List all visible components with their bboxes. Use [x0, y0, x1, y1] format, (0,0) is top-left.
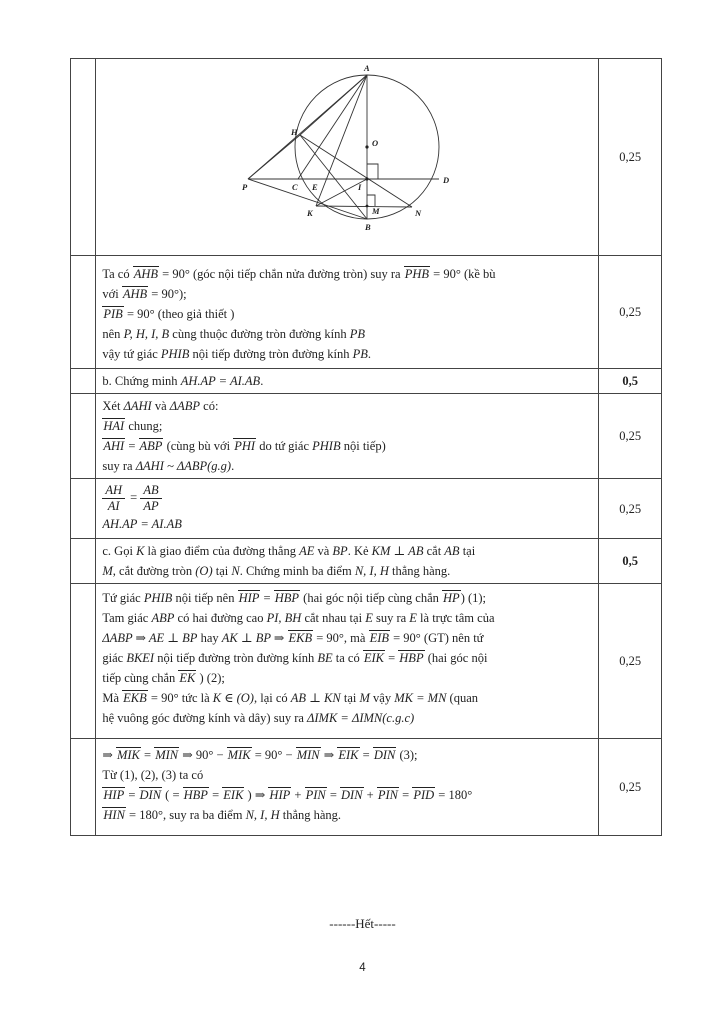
part-a-text	[96, 256, 599, 369]
score: 0,5	[599, 539, 662, 584]
text-line: AHI = ABP (cùng bù với PHI do tứ giác PHIB nội tiếp)	[103, 439, 386, 453]
part-c-title-row	[71, 539, 662, 584]
figure-row	[71, 59, 662, 256]
part-c-step1-text	[96, 584, 599, 739]
text-line: ΔABP ⇒ AE ⊥ BP hay AK ⊥ BP ⇒ EKB = 90°, mà EIB = 90° (GT) nên tứ	[102, 631, 484, 645]
text-line: HIN = 180°, suy ra ba điểm N, I, H thẳng hàng.	[103, 808, 342, 822]
part-c-step2-text	[96, 739, 599, 836]
label-d: D	[443, 175, 450, 185]
label-c: C	[292, 182, 299, 192]
geometry-figure	[96, 59, 599, 256]
label-b: B	[365, 222, 372, 232]
text-line: M, cắt đường tròn (O) tại N. Chứng minh ba điểm N, I, H thẳng hàng.	[102, 564, 451, 578]
text-line: Mà EKB = 90° tức là K ∈ (O), lại có AB ⊥ KN tại M vậy MK = MN (quan	[102, 691, 478, 705]
score: 0,25	[599, 59, 662, 256]
label-e: E	[312, 182, 319, 192]
text-line: vậy tứ giác PHIB nội tiếp đường tròn đường kính PB.	[102, 347, 371, 361]
page-number: 4	[359, 962, 366, 974]
text-line: HIP = DIN ( = HBP = EIK ) ⇒ HIP + PIN = DIN + PIN = PID = 180°	[103, 788, 473, 802]
part-b-step2-text	[96, 479, 599, 539]
label-h: H	[291, 127, 298, 137]
right-angle-m	[367, 195, 375, 206]
score: 0,25	[599, 256, 662, 369]
part-a-row	[71, 256, 662, 369]
text-line: c. Gọi K là giao điểm của đường thẳng AE và BP. Kẻ KM ⊥ AB cắt AB tại	[102, 544, 476, 558]
label-m: M	[372, 206, 380, 216]
text-line: Ta có AHB = 90° (góc nội tiếp chắn nửa đường tròn) suy ra PHB = 90° (kề bù	[102, 267, 496, 281]
score: 0,25	[599, 584, 662, 739]
fraction-line: $\frac{AH}{AI}$ = $\frac{AB}{AP}$	[102, 483, 592, 514]
part-b-step2-row	[71, 479, 662, 539]
text-line: tiếp cùng chắn EK ) (2);	[102, 671, 225, 685]
text-line: giác BKEI nội tiếp đường tròn đường kính BE ta có EIK = HBP (hai góc nội	[102, 651, 488, 665]
label-p: P	[242, 182, 248, 192]
label-o: O	[372, 138, 379, 148]
score: 0,25	[599, 739, 662, 836]
text-line: nên P, H, I, B cùng thuộc đường tròn đường kính PB	[102, 327, 366, 341]
text-line: Từ (1), (2), (3) ta có	[102, 768, 204, 782]
score: 0,25	[599, 394, 662, 479]
text-line: hệ vuông góc đường kính và dây) suy ra ΔIMK = ΔIMN(c.g.c)	[102, 711, 415, 725]
label-k: K	[307, 208, 314, 218]
text-line: suy ra ΔAHI ~ ΔABP(g.g).	[102, 459, 235, 473]
text-line: HAI chung;	[103, 419, 163, 433]
part-b-step1-text	[96, 394, 599, 479]
label-a: A	[364, 63, 371, 73]
text-line: Tứ giác PHIB nội tiếp nên HIP = HBP (hai góc nội tiếp cùng chắn HP) (1);	[102, 591, 487, 605]
end-marker: ------Hết-----	[329, 916, 396, 931]
text-line: Xét ΔAHI và ΔABP có:	[102, 399, 219, 413]
part-c-step2-row	[71, 739, 662, 836]
text-line: Tam giác ABP có hai đường cao PI, BH cắt nhau tại E suy ra E là trực tâm của	[102, 611, 495, 625]
part-c-step1-row	[71, 584, 662, 739]
score: 0,25	[599, 479, 662, 539]
label-n: N	[415, 208, 422, 218]
part-c-title	[96, 539, 599, 584]
part-b-title: b. Chứng minh AH.AP = AI.AB.	[96, 369, 599, 394]
text-line: ⇒ MIK = MIN ⇒ 90° − MIK = 90° − MIN ⇒ EIK = DIN (3);	[102, 748, 418, 762]
text-line: với AHB = 90°);	[102, 287, 187, 301]
text-line: PIB = 90° (theo giả thiết )	[103, 307, 235, 321]
text-line: AH.AP = AI.AB	[102, 517, 182, 531]
part-b-title-row	[71, 369, 662, 394]
label-i: I	[358, 182, 362, 192]
line-hn	[300, 135, 412, 207]
fraction: $\frac{AH}{AI}$	[102, 483, 125, 514]
part-b-step1-row	[71, 394, 662, 479]
answer-table	[70, 58, 662, 836]
geometry-diagram	[102, 61, 592, 247]
right-angle-i	[367, 164, 378, 179]
score: 0,5	[599, 369, 662, 394]
fraction: $\frac{AB}{AP}$	[140, 483, 161, 514]
